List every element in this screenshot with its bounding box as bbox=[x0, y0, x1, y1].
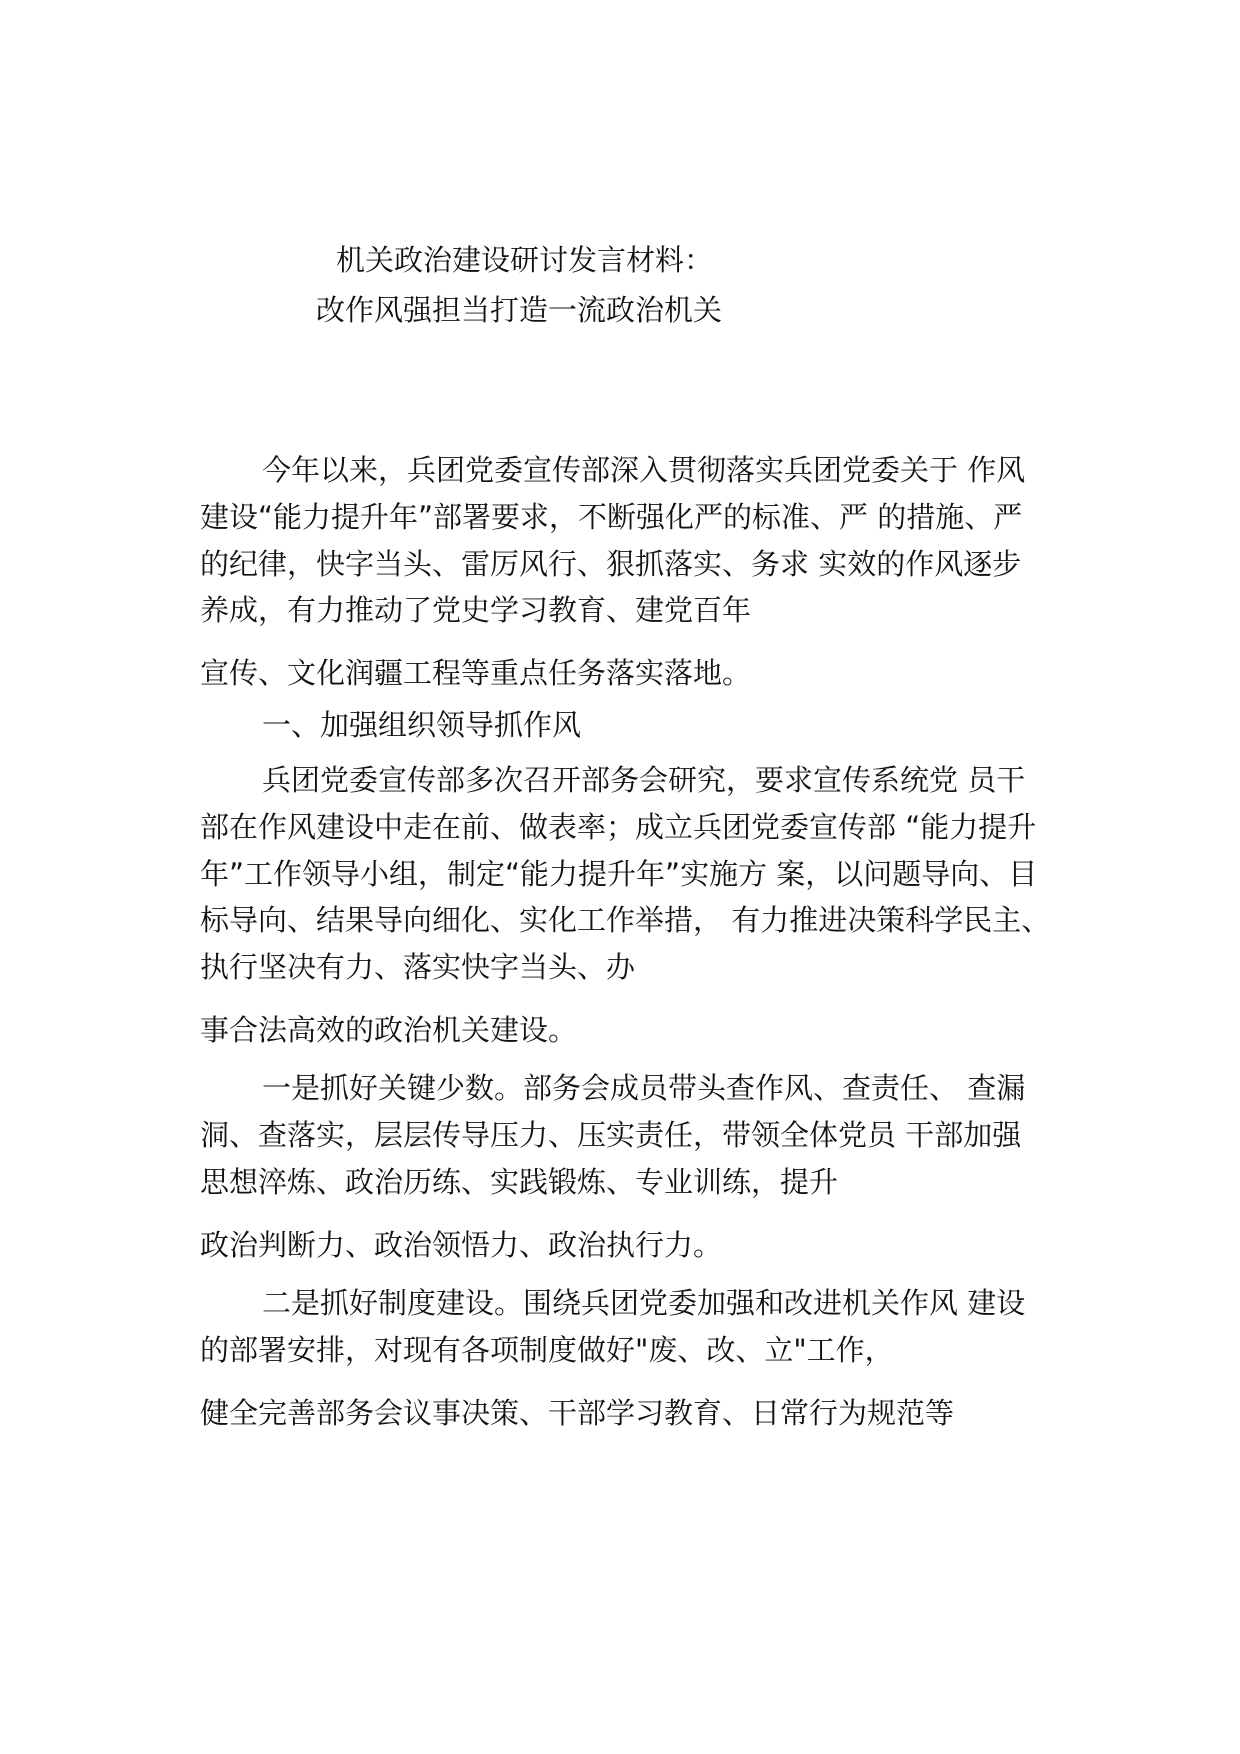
paragraph-line: 年”工作领导小组，制定“能力提升年”实施方 案，以问题导向、目 bbox=[200, 857, 1038, 891]
title-line-2: 改作风强担当打造一流政治机关 bbox=[316, 293, 723, 327]
paragraph-line: 标导向、结果导向细化、实化工作举措， 有力推进决策科学民主、 bbox=[200, 903, 1051, 937]
paragraph-line: 部在作风建设中走在前、做表率；成立兵团党委宣传部 “能力提升 bbox=[200, 810, 1037, 844]
paragraph-line: 的部署安排，对现有各项制度做好"废、改、立"工作， bbox=[200, 1333, 894, 1367]
section-heading: 一、加强组织领导抓作风 bbox=[262, 708, 582, 742]
paragraph-line: 建设“能力提升年”部署要求，不断强化严的标准、严 的措施、严 bbox=[200, 500, 1023, 534]
paragraph-line: 思想淬炼、政治历练、实践锻炼、专业训练，提升 bbox=[200, 1165, 839, 1199]
paragraph-line: 养成，有力推动了党史学习教育、建党百年 bbox=[200, 593, 752, 627]
paragraph-line: 一是抓好关键少数。部务会成员带头查作风、查责任、 查漏 bbox=[262, 1071, 1026, 1105]
paragraph-line: 健全完善部务会议事决策、干部学习教育、日常行为规范等 bbox=[200, 1396, 955, 1430]
paragraph-line: 执行坚决有力、落实快字当头、办 bbox=[200, 950, 636, 984]
paragraph-line: 洞、查落实，层层传导压力、压实责任，带领全体党员 干部加强 bbox=[200, 1118, 1022, 1152]
paragraph-line: 事合法高效的政治机关建设。 bbox=[200, 1013, 578, 1047]
paragraph-line: 政治判断力、政治领悟力、政治执行力。 bbox=[200, 1228, 723, 1262]
paragraph-line: 的纪律，快字当头、雷厉风行、狠抓落实、务求 实效的作风逐步 bbox=[200, 547, 1022, 581]
title-line-1: 机关政治建设研讨发言材料： bbox=[336, 243, 714, 277]
paragraph-line: 今年以来，兵团党委宣传部深入贯彻落实兵团党委关于 作风 bbox=[262, 453, 1026, 487]
paragraph-line: 二是抓好制度建设。围绕兵团党委加强和改进机关作风 建设 bbox=[262, 1286, 1026, 1320]
paragraph-line: 兵团党委宣传部多次召开部务会研究，要求宣传系统党 员干 bbox=[262, 763, 1026, 797]
paragraph-line: 宣传、文化润疆工程等重点任务落实落地。 bbox=[200, 656, 752, 690]
